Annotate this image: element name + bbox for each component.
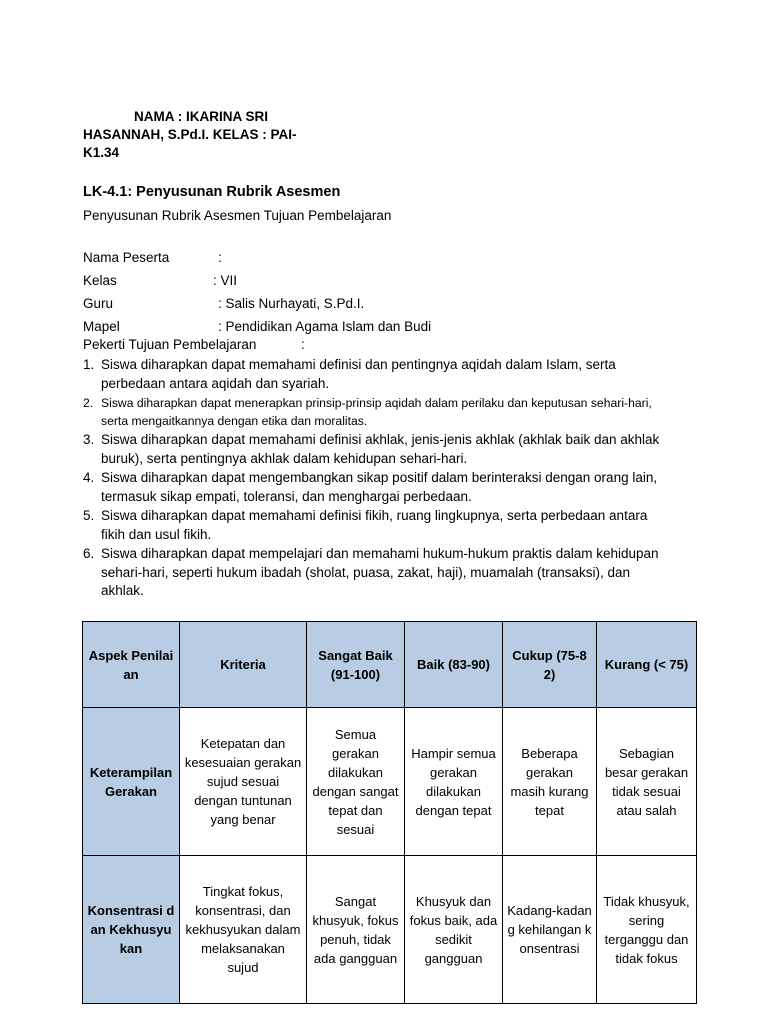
list-item: 4. Siswa diharapkan dapat mengembangkan sikap positif dalam berinteraksi dengan orang lain, termasuk sikap empati, toleransi, dan menghargai perbedaan.	[83, 470, 658, 504]
field-value: :	[301, 337, 305, 352]
list-item: 6. Siswa diharapkan dapat mempelajari dan memahami hukum-hukum praktis dalam kehidupan sehari-hari, seperti hukum ibadah (sholat, puasa, zakat, haji), muamalah (transaksi), dan akhlak.	[83, 546, 659, 598]
table-cell-kurang: Sebagian besar gerakan tidak sesuai atau salah	[597, 708, 697, 856]
header-line-2: HASANNAH, S.Pd.I. KELAS : PAI-	[83, 127, 297, 142]
table-header-cell: Aspek Penilaian	[83, 622, 180, 708]
header-line-3: K1.34	[83, 145, 120, 160]
worksheet-title: LK-4.1: Penyusunan Rubrik Asesmen	[83, 184, 341, 200]
table-cell-criteria: Ketepatan dan kesesuaian gerakan sujud sesuai dengan tuntunan yang benar	[180, 708, 307, 856]
list-item: 3. Siswa diharapkan dapat memahami definisi akhlak, jenis-jenis akhlak (akhlak baik dan akhlak buruk), serta pentingnya akhlak dalam kehidupan sehari-hari.	[83, 432, 660, 466]
field-value: : Pendidikan Agama Islam dan Budi	[218, 319, 432, 334]
table-header-cell: Sangat Baik (91-100)	[307, 622, 405, 708]
field-value: : Salis Nurhayati, S.Pd.I.	[218, 296, 365, 311]
field-label: Nama Peserta	[83, 250, 170, 265]
table-cell-aspect: Konsentrasi dan Kekhusyukan	[83, 856, 180, 1004]
list-item: 2. Siswa diharapkan dapat menerapkan prinsip-prinsip aqidah dalam perilaku dan keputusan sehari-hari, serta mengaitkannya dengan etika dan moralitas.	[83, 396, 652, 428]
field-label: Mapel	[83, 319, 120, 334]
header-line-1: NAMA : IKARINA SRI	[134, 109, 268, 124]
list-item: 5. Siswa diharapkan dapat memahami definisi fikih, ruang lingkupnya, serta perbedaan antara fikih dan usul fikih.	[83, 508, 648, 542]
field-value: : VII	[213, 273, 238, 288]
table-header-cell: Cukup (75-82)	[503, 622, 597, 708]
table-cell-criteria: Tingkat fokus, konsentrasi, dan kekhusyukan dalam melaksanakan sujud	[180, 856, 307, 1004]
table-row	[83, 856, 697, 1004]
table-cell-aspect: Keterampilan Gerakan	[83, 708, 180, 856]
field-value: :	[218, 250, 222, 265]
table-cell-sangat-baik: Sangat khusyuk, fokus penuh, tidak ada gangguan	[307, 856, 405, 1004]
rubric-table	[82, 621, 697, 1004]
table-cell-kurang: Tidak khusyuk, sering terganggu dan tidak fokus	[597, 856, 697, 1004]
field-label: Guru	[83, 296, 114, 311]
table-header-cell: Kriteria	[180, 622, 307, 708]
worksheet-subtitle: Penyusunan Rubrik Asesmen Tujuan Pembelajaran	[83, 208, 392, 223]
table-header-row	[83, 622, 697, 708]
list-item: 1. Siswa diharapkan dapat memahami definisi dan pentingnya aqidah dalam Islam, serta perbedaan antara aqidah dan syariah.	[83, 357, 616, 391]
table-header-cell: Baik (83-90)	[405, 622, 503, 708]
table-cell-baik: Khusyuk dan fokus baik, ada sedikit gangguan	[405, 856, 503, 1004]
table-cell-cukup: Beberapa gerakan masih kurang tepat	[503, 708, 597, 856]
table-cell-cukup: Kadang-kadang kehilangan konsentrasi	[503, 856, 597, 1004]
identity-header	[83, 108, 313, 162]
table-cell-baik: Hampir semua gerakan dilakukan dengan tepat	[405, 708, 503, 856]
table-header-cell: Kurang (< 75)	[597, 622, 697, 708]
field-label: Kelas	[83, 273, 117, 288]
table-row	[83, 708, 697, 856]
objectives-list	[83, 356, 673, 602]
field-label: Pekerti Tujuan Pembelajaran	[83, 337, 257, 352]
table-cell-sangat-baik: Semua gerakan dilakukan dengan sangat tepat dan sesuai	[307, 708, 405, 856]
